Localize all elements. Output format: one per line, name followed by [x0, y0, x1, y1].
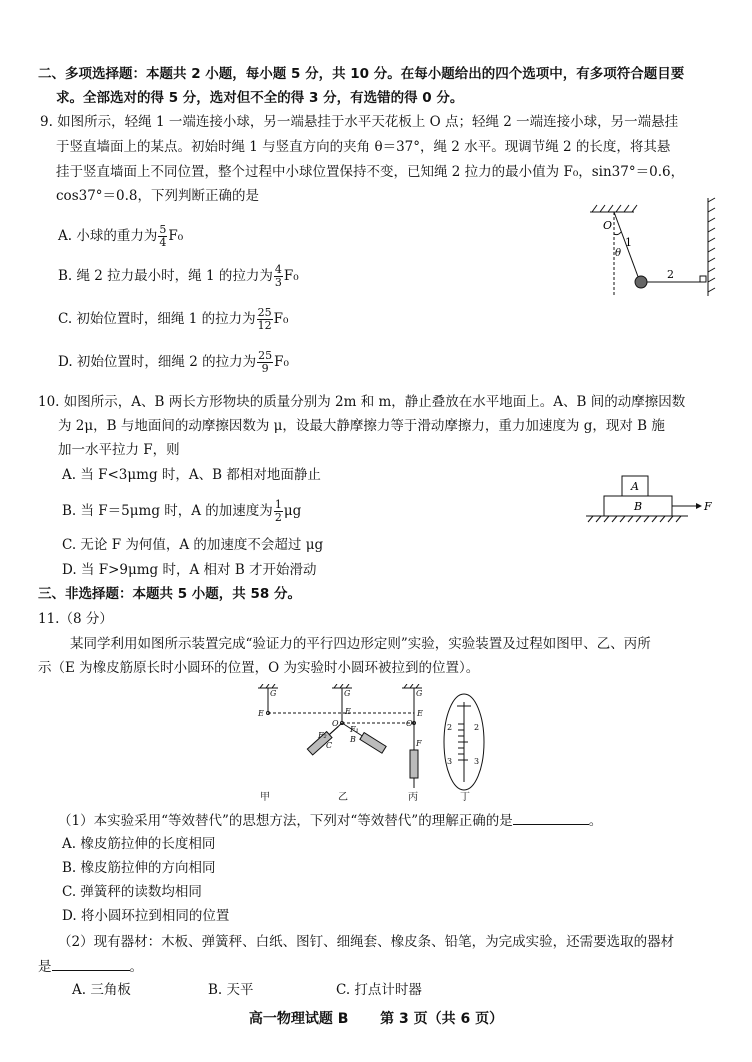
label-e-jia: E: [258, 709, 264, 718]
q11-part2-option-a: A. 三角板: [72, 982, 131, 998]
scale-label-right-2: 2: [474, 723, 480, 732]
label-g-jia: G: [270, 689, 277, 698]
force-arrow-icon: [696, 503, 702, 509]
q11-part2-answer-blank[interactable]: [52, 956, 130, 971]
q9-stem-line2: 于竖直墙面上的某点。初始时绳 1 与竖直方向的夹角 θ＝37°，绳 2 水平。现调节绳 2 的长度，将其悬: [56, 139, 671, 155]
page-footer: [0, 1008, 752, 1028]
scale-label-left-3: 3: [447, 757, 453, 766]
figure-label-yi: 乙: [338, 792, 348, 802]
label-f-bing: F: [416, 739, 422, 748]
label-f2: F₂: [318, 731, 327, 740]
q9-stem-line1: 9. 如图所示，轻绳 1 一端连接小球，另一端悬挂于水平天花板上 O 点；轻绳 2 一端连接小球，另一端悬挂: [40, 114, 679, 130]
q9-stem-line4: cos37°＝0.8，下列判断正确的是: [56, 188, 260, 204]
numerator: 25: [257, 306, 272, 319]
q11-part2-stem2: 是: [38, 959, 52, 975]
q9-option-c-fraction: [257, 307, 273, 332]
figure-label-ding: 丁: [460, 792, 470, 802]
q9-option-b: [58, 264, 299, 289]
q9-option-c-text: C. 初始位置时，细绳 1 的拉力为: [58, 311, 256, 327]
q9-option-d-unit: F₀: [274, 354, 289, 370]
label-rope-1: 1: [625, 236, 632, 249]
q9-option-a-unit: F₀: [168, 228, 184, 244]
q11-part1-stem-end: 。: [588, 813, 603, 829]
label-rope-2: 2: [667, 268, 674, 281]
q11-part2-stem-line2: [38, 956, 143, 977]
q11-part1-option-d: D. 将小圆环拉到相同的位置: [62, 908, 230, 924]
label-block-a: A: [631, 480, 639, 493]
q11-intro-line2: 示（E 为橡皮筋原长时小圆环的位置，O 为实验时小圆环被拉到的位置）。: [38, 660, 480, 676]
q9-option-b-text: B. 绳 2 拉力最小时，绳 1 的拉力为: [58, 268, 273, 284]
label-block-b: B: [634, 500, 643, 513]
q11-part1-answer-blank[interactable]: [513, 810, 589, 825]
q9-option-b-fraction: [274, 264, 283, 289]
numerator: 1: [274, 498, 282, 511]
q9-option-d: [58, 350, 289, 375]
label-f1: F₁: [350, 725, 359, 734]
q11-figure: [254, 684, 508, 802]
label-o-bing: O: [406, 719, 413, 728]
q9-option-a-fraction: [158, 224, 167, 249]
q11-part2-option-b: B. 天平: [208, 982, 254, 998]
section3-heading: 三、非选择题：本题共 5 小题，共 58 分。: [38, 586, 301, 602]
numerator: 25: [258, 349, 273, 362]
denominator: 4: [159, 236, 167, 249]
section2-heading-line1: 二、多项选择题：本题共 2 小题，每小题 5 分，共 10 分。在每小题给出的四个选项中，有多项符合题目要: [38, 66, 685, 82]
q10-figure: [584, 466, 714, 524]
q10-stem-line1: 10. 如图所示，A、B 两长方形物块的质量分别为 2m 和 m，静止叠放在水平地面上。A、B 间的动摩擦因数: [38, 394, 686, 410]
denominator: 3: [274, 276, 282, 289]
q10-option-b-fraction: [274, 499, 283, 524]
q11-number: 11.（8 分）: [38, 611, 113, 627]
spring-scale-f: [410, 750, 418, 788]
denominator: 12: [257, 319, 272, 332]
label-c: C: [326, 741, 333, 750]
denominator: 9: [261, 362, 269, 375]
label-force-f: F: [704, 500, 712, 513]
spring-scale-b: [360, 733, 386, 754]
q10-option-b-text: B. 当 F＝5μmg 时，A 的加速度为: [62, 503, 273, 519]
q9-stem-line3: 挂于竖直墙面上不同位置，整个过程中小球位置保持不变，已知绳 2 拉力的最小值为 F₀，sin37°＝0.6，: [56, 164, 685, 180]
label-theta: θ: [615, 248, 622, 259]
q9-option-d-text: D. 初始位置时，细绳 2 的拉力为: [58, 354, 257, 370]
q9-option-d-fraction: [257, 350, 273, 375]
q11-part2-stem-end: 。: [129, 959, 143, 975]
section2-heading-line2: 求。全部选对的得 5 分，选对但不全的得 3 分，有选错的得 0 分。: [56, 90, 464, 106]
footer-page-number: 第 3 页（共 6 页）: [380, 1011, 504, 1027]
q9-figure: [578, 196, 718, 300]
q11-part1-option-a: A. 橡皮筋拉伸的长度相同: [62, 836, 216, 852]
q9-option-c-unit: F₀: [273, 311, 289, 327]
q11-part1-stem-text: （1）本实验采用“等效替代”的思想方法，下列对“等效替代”的理解正确的是: [58, 813, 513, 829]
label-o: O: [603, 219, 613, 232]
label-e-yi: E: [345, 707, 351, 716]
q10-option-d: D. 当 F>9μmg 时，A 相对 B 才开始滑动: [62, 562, 317, 578]
figure-label-jia: 甲: [260, 792, 270, 802]
q11-part1-stem: [58, 810, 602, 831]
q9-option-a: [58, 224, 183, 249]
numerator: 5: [159, 223, 167, 236]
q11-part1-option-b: B. 橡皮筋拉伸的方向相同: [62, 860, 216, 876]
q11-intro-line1: 某同学利用如图所示装置完成“验证力的平行四边形定则”实验，实验装置及过程如图甲、乙、丙所: [70, 636, 651, 652]
footer-subject: 高一物理试题 B: [248, 1011, 349, 1027]
q9-option-b-unit: F₀: [283, 268, 299, 284]
q11-part2-option-c: C. 打点计时器: [336, 982, 422, 998]
q11-part1-option-c: C. 弹簧秤的读数均相同: [62, 884, 202, 900]
figure-label-bing: 丙: [408, 792, 418, 802]
q10-stem-line3: 加一水平拉力 F，则: [58, 442, 180, 458]
ball: [635, 276, 647, 288]
scale-label-left-2: 2: [447, 723, 453, 732]
q10-option-b: [62, 499, 301, 524]
label-g-bing: G: [416, 689, 423, 698]
denominator: 2: [274, 511, 282, 524]
label-o-yi: O: [332, 719, 339, 728]
label-e-bing: E: [417, 709, 423, 718]
scale-label-right-3: 3: [474, 757, 480, 766]
label-b: B: [350, 735, 356, 744]
label-g-yi: G: [344, 689, 351, 698]
q10-option-c: C. 无论 F 为何值，A 的加速度不会超过 μg: [62, 537, 324, 553]
q9-option-a-text: A. 小球的重力为: [58, 228, 158, 244]
numerator: 4: [274, 263, 282, 276]
q9-option-c: [58, 307, 288, 332]
q10-stem-line2: 为 2μ，B 与地面间的动摩擦因数为 μ，设最大静摩擦力等于滑动摩擦力，重力加速度为 g，现对 B 施: [58, 418, 665, 434]
q11-part2-stem: （2）现有器材：木板、弹簧秤、白纸、图钉、细绳套、橡皮条、铅笔，为完成实验，还需要选取的器材: [58, 934, 675, 950]
q10-option-a: A. 当 F<3μmg 时，A、B 都相对地面静止: [62, 467, 321, 483]
q10-option-b-unit: μg: [283, 503, 302, 519]
